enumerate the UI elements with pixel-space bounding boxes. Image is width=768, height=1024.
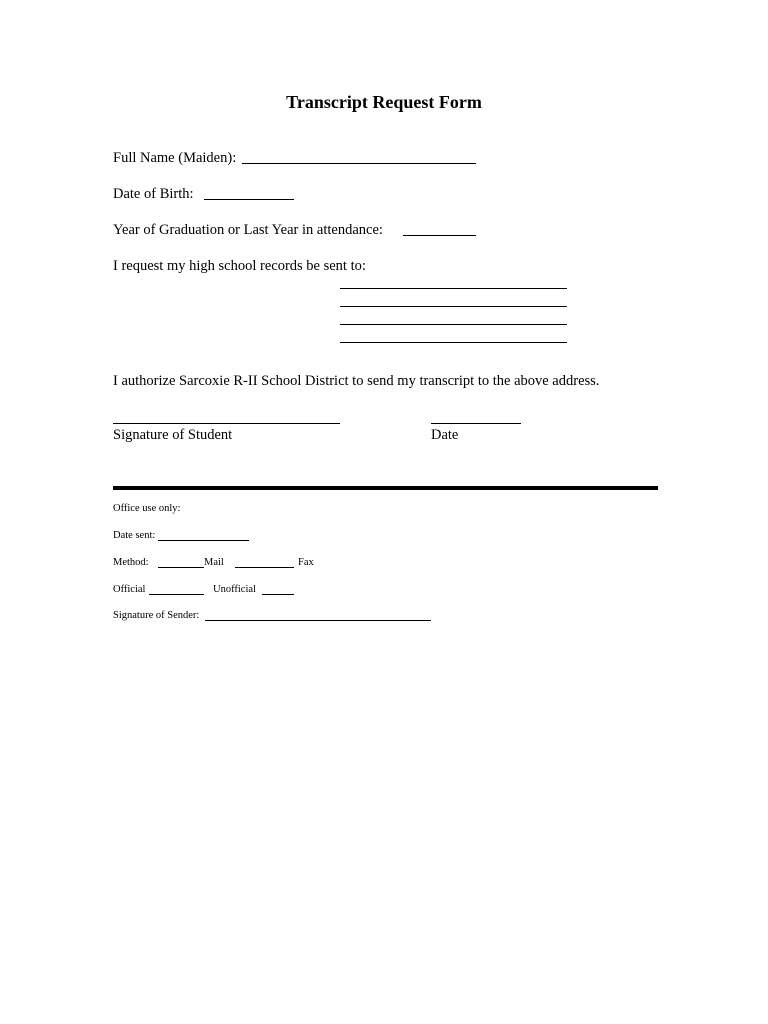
official-field[interactable] bbox=[149, 594, 204, 595]
date-sent-field[interactable] bbox=[158, 540, 249, 541]
authorize-text: I authorize Sarcoxie R-II School District to send my transcript to the above address. bbox=[113, 373, 600, 389]
address-line-3[interactable] bbox=[340, 324, 567, 325]
fax-field[interactable] bbox=[235, 567, 294, 568]
student-signature-field[interactable] bbox=[113, 423, 340, 424]
full-name-field[interactable] bbox=[242, 163, 476, 164]
date-sent-label: Date sent: bbox=[113, 530, 156, 541]
full-name-label: Full Name (Maiden): bbox=[113, 150, 237, 166]
mail-field[interactable] bbox=[158, 567, 204, 568]
signature-sender-label: Signature of Sender: bbox=[113, 610, 200, 621]
unofficial-label: Unofficial bbox=[213, 584, 256, 595]
student-date-field[interactable] bbox=[431, 423, 521, 424]
address-line-4[interactable] bbox=[340, 342, 567, 343]
records-label: I request my high school records be sent to: bbox=[113, 258, 366, 274]
mail-label: Mail bbox=[204, 557, 224, 568]
sender-signature-field[interactable] bbox=[205, 620, 431, 621]
graduation-field[interactable] bbox=[403, 235, 476, 236]
unofficial-field[interactable] bbox=[262, 594, 294, 595]
graduation-label: Year of Graduation or Last Year in attendance: bbox=[113, 222, 383, 238]
address-line-2[interactable] bbox=[340, 306, 567, 307]
section-divider bbox=[113, 486, 658, 490]
date-label: Date bbox=[431, 427, 459, 443]
official-label: Official bbox=[113, 584, 146, 595]
signature-student-label: Signature of Student bbox=[113, 427, 233, 443]
method-label: Method: bbox=[113, 557, 149, 568]
office-header: Office use only: bbox=[113, 503, 181, 514]
fax-label: Fax bbox=[298, 557, 314, 568]
form-title: Transcript Request Form bbox=[286, 92, 482, 112]
dob-field[interactable] bbox=[204, 199, 294, 200]
dob-label: Date of Birth: bbox=[113, 186, 194, 202]
address-line-1[interactable] bbox=[340, 288, 567, 289]
